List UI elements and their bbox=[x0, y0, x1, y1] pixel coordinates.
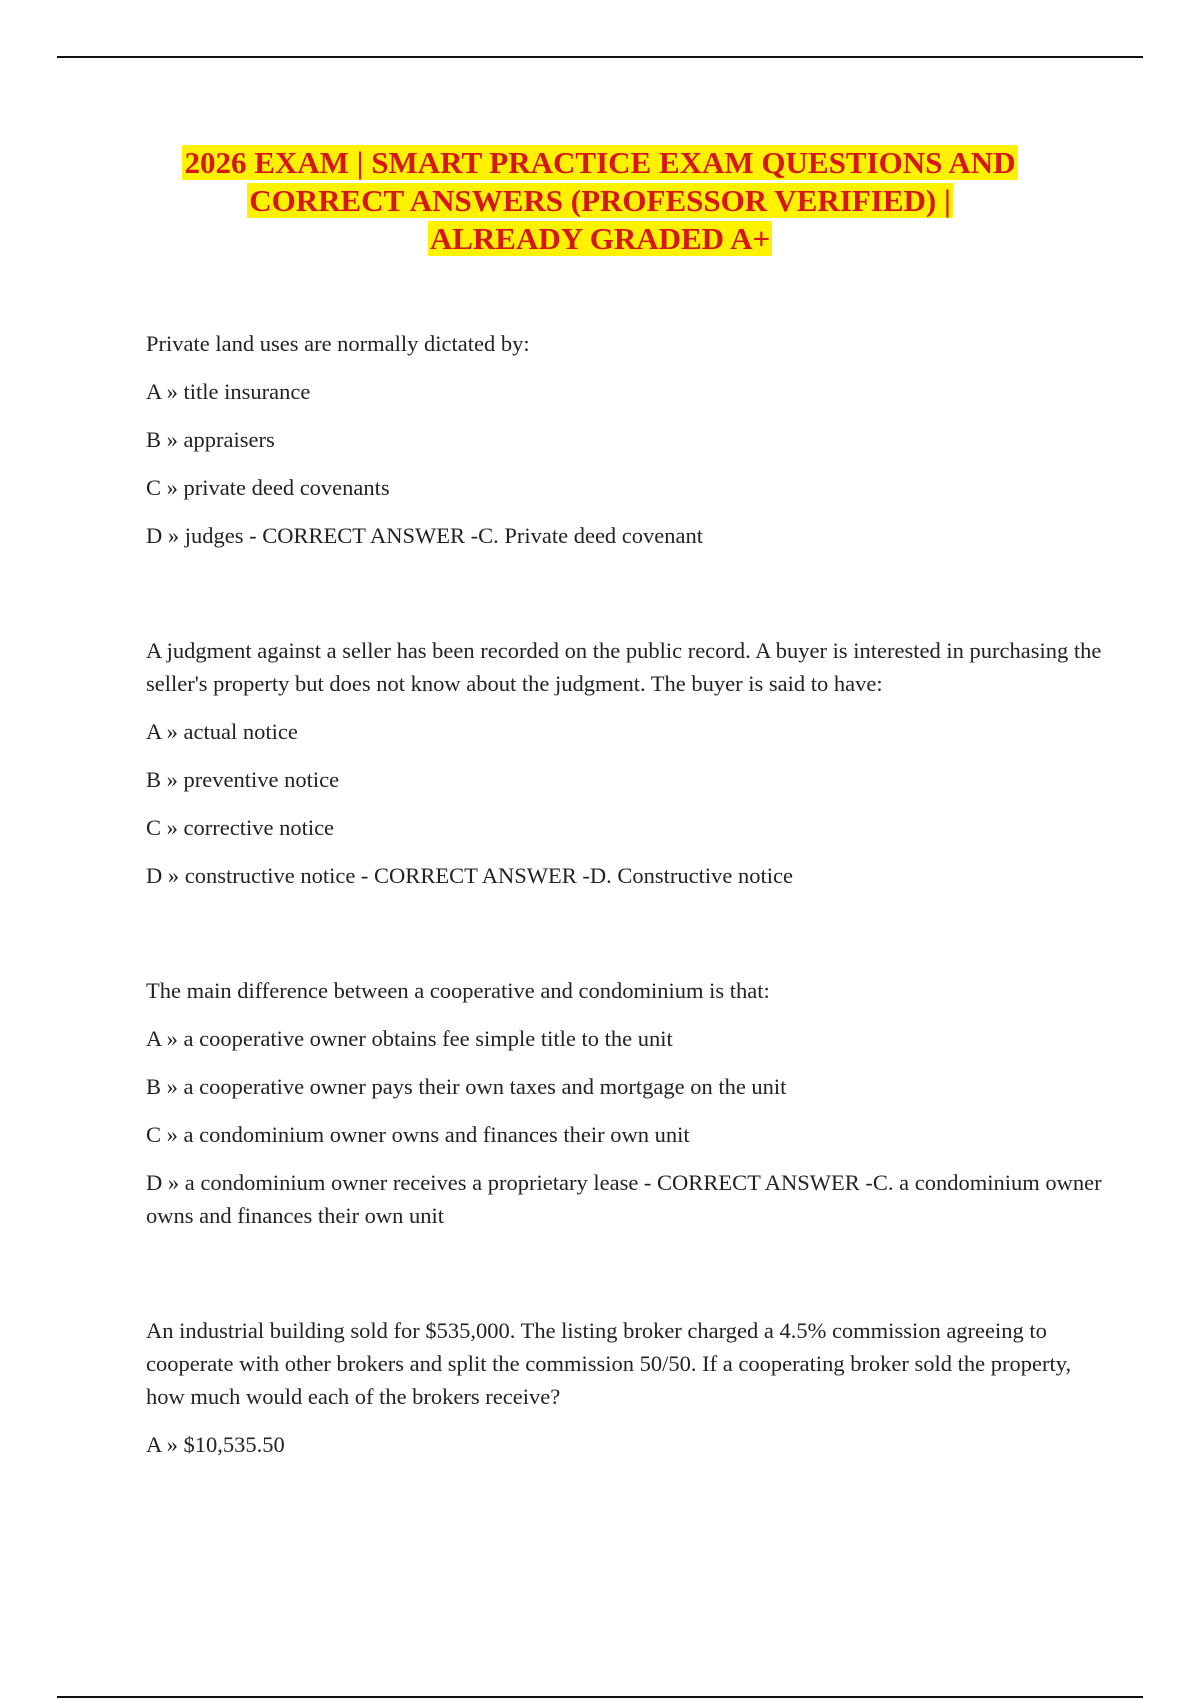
question-text: A judgment against a seller has been recorded on the public record. A buyer is interested in purchasing the seller's property but does not know about the judgment. The buyer is said to have: bbox=[146, 638, 1102, 696]
answer-option: B » preventive notice bbox=[146, 767, 340, 792]
answer-option: A » actual notice bbox=[146, 719, 298, 744]
question-block bbox=[146, 327, 1106, 552]
answer-option: C » private deed covenants bbox=[146, 475, 390, 500]
question-block bbox=[146, 1314, 1106, 1461]
title-line-1: 2026 EXAM | SMART PRACTICE EXAM QUESTIONS AND bbox=[184, 145, 1016, 180]
answer-option: A » $10,535.50 bbox=[146, 1432, 285, 1457]
question-list bbox=[146, 327, 1106, 1476]
answer-option: A » title insurance bbox=[146, 379, 311, 404]
answer-option-with-correct-answer: D » constructive notice - CORRECT ANSWER -D. Constructive notice bbox=[146, 863, 793, 888]
question-text: An industrial building sold for $535,000. The listing broker charged a 4.5% commission agreeing to cooperate with other brokers and split the commission 50/50. If a cooperating broker sold the property, how much would each of the brokers receive? bbox=[146, 1318, 1072, 1409]
document-title bbox=[120, 144, 1080, 258]
answer-option-with-correct-answer: D » judges - CORRECT ANSWER -C. Private deed covenant bbox=[146, 523, 704, 548]
top-divider bbox=[57, 56, 1143, 58]
answer-option-with-correct-answer: D » a condominium owner receives a proprietary lease - CORRECT ANSWER -C. a condominium owner owns and finances their own unit bbox=[146, 1170, 1102, 1228]
title-line-2: CORRECT ANSWERS (PROFESSOR VERIFIED) | bbox=[249, 183, 951, 218]
answer-option: B » a cooperative owner pays their own taxes and mortgage on the unit bbox=[146, 1074, 787, 1099]
question-text: The main difference between a cooperative and condominium is that: bbox=[146, 978, 770, 1003]
answer-option: C » corrective notice bbox=[146, 815, 335, 840]
answer-option: C » a condominium owner owns and finances their own unit bbox=[146, 1122, 690, 1147]
title-line-3: ALREADY GRADED A+ bbox=[429, 221, 771, 256]
answer-option: A » a cooperative owner obtains fee simple title to the unit bbox=[146, 1026, 673, 1051]
bottom-divider bbox=[57, 1696, 1143, 1698]
question-text: Private land uses are normally dictated by: bbox=[146, 331, 530, 356]
question-block bbox=[146, 634, 1106, 892]
question-block bbox=[146, 974, 1106, 1232]
answer-option: B » appraisers bbox=[146, 427, 275, 452]
